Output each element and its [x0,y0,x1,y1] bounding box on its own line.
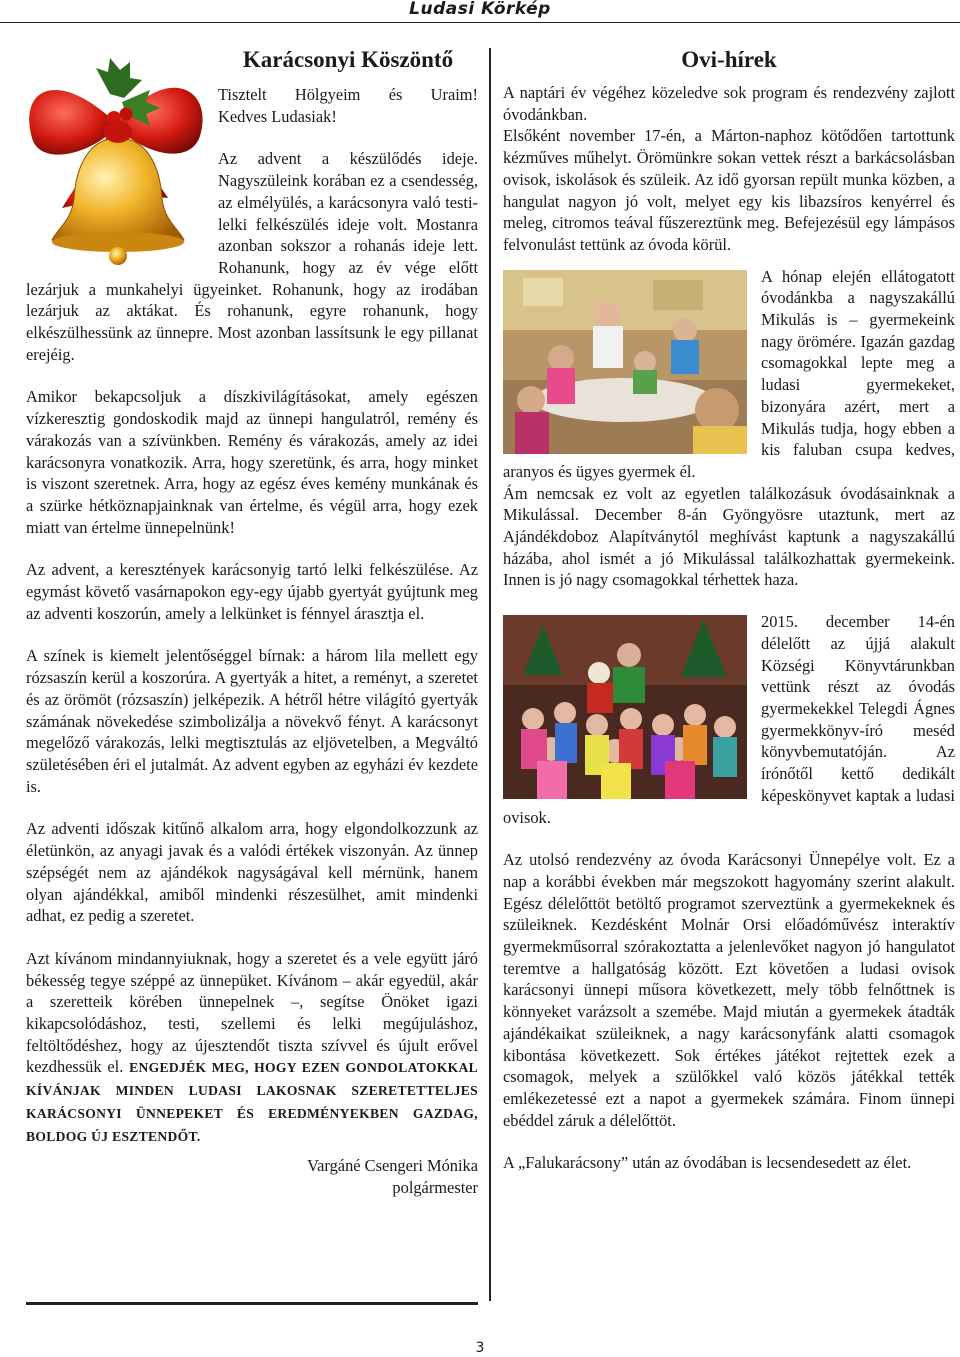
article-title: Ovi-hírek [681,47,777,72]
closing-wish: ENGEDJÉK MEG, HOGY EZEN GONDOLATOKKAL KÍVÁNJAK MINDEN LUDASI LAKOSNAK SZERETETTELJES KARÁCSONYI ÜNNEPEKET ÉS EREDMÉNYEKBEN GAZDAG, BOLDOG ÚJ ESZTENDŐT. [26,1060,478,1144]
newspaper-title: Ludasi Körkép [409,0,551,19]
paragraph: Az advent a készülődés ideje. Nagyszüleink korában ez a csendesség, az elmélyülés, a karácsonyra való testi-lelki felkészülés ideje volt. Mostanra azonban sokszor a rohanás ideje lett. Rohanunk, hogy az év vége előtt lezárjuk a munkahelyi ügyeinket. Rohanunk, hogy az irodában lezárjuk az aktákat. És rohanunk, egyre rohanunk, hogy elkészülhessünk az ünnepre. Most azonban lassítsunk le egy pillanat erejéig. [26,149,478,364]
left-column-bottom-rule [26,1302,478,1305]
signature-title: polgármester [392,1177,478,1197]
column-divider [489,48,491,1301]
paragraph: Az advent, a keresztények karácsonyig tartó lelki felkészülése. Az egymást követő vasárnapokon egy-egy újabb gyertyát gyújtunk meg az adventi koszorún, amely a lelkünket is fénnyel árasztja el. [26,560,478,623]
craft-workshop-photo [503,270,747,454]
article-ovi-hirek [503,46,955,1174]
paragraph: A naptári év végéhez közeledve sok program és rendezvény zajlott óvodánkban. [503,83,955,124]
salutation: Tisztelt Hölgyeim és Uraim! [218,85,478,104]
christmas-bell-icon [18,28,214,274]
signature-block [26,1155,478,1198]
paragraph: A színek is kiemelt jelentőséggel bírnak: a három lila mellett egy rózsaszín kerül a koszorúra. A gyertyák a hitet, a reményt, a szeretet és az örömöt (rózsaszín) jelképezik. A hétről hétre világító gyertyák számának növekedése szimbolizálja a növekvő fényt. A karácsonyt megelőző várakozás, lelki megtisztulás az eljövetelben, a Megváltó születésében éri el jutalmát. Az advent egyben az egyházi év kezdete is. [26,646,478,796]
paragraph: Azt kívánom mindannyiuknak, hogy a szeretet és a vele együtt járó békesség tegye széppé az ünnepüket. Kívánom – akár egyedül, akár a szeretteik körében ünnepelnek –, segítse Önöket igazi kikapcsolódáshoz, testi, szellemi és lelki megújuláshoz, feltöltődéshez, hogy az újesztendőt tiszta szívvel és újult erővel kezdhessük el. ENGEDJÉK MEG, HOGY EZEN GONDOLATOKKAL KÍVÁNJAK MINDEN LUDASI LAKOSNAK SZERETETTELJES KARÁCSONYI ÜNNEPEKET ÉS EREDMÉNYEKBEN GAZDAG, BOLDOG ÚJ ESZTENDŐT. [26,948,478,1144]
page-number: 3 [475,1340,485,1356]
paragraph: A „Falukarácsony” után az óvodában is lecsendesedett az élet. [503,1153,912,1173]
paragraph: Amikor bekapcsoljuk a díszkivilágításokat, amely egészen vízkeresztig gondoskodik majd az ünnepi hangulatról, remény és várakozás van a szívünkben. Remény és várakozás, amely az idei karácsonyra vonatkozik. Arra, hogy szeretünk, és arra, hogy minket is viszont szeretnek. Arra, hogy az egész éves kemény munkának és a szürke hétköznapjainknak van értelme, és végül arra, hogy ezek miatt van értelme ünnepelnünk! [26,387,478,537]
paragraph: Az adventi időszak kitűnő alkalom arra, hogy elgondolkozzunk az életünkön, az anyagi javak és a valódi értékek viszonyán. Az ünnep szépségét nem az ajándékok nagyságával kell mérnünk, hanem olyan ajándékkal, amiből mindenki részesülhet, amit mindenki adhat, ez pedig a szeretet. [26,819,478,926]
paragraph: Ám nemcsak ez volt az egyetlen találkozásuk óvodásainknak a Mikulással. December 8-án Gyöngyösre utaztunk, mert az Ajándékdoboz Alapítványtól meghívást kaptunk a nagyszakállú házába, ahol ismét a jó Mikulással találkozhattak gyermekeink. Innen is jó nagy csomagokkal térhettek haza. [503,483,955,590]
paragraph: Az utolsó rendezvény az óvoda Karácsonyi Ünnepélye volt. Ez a nap a korábbi években már megszokott hagyomány szerint alakult. Egész délelőttöt betöltő programot szerveztünk a gyermekeknek és szüleiknek. Kezdésként Molnár Orsi előadóművész interaktív gyermekműsorral szórakoztatta a jelenlevőket nagyon jó hangulatot teremtve a hallgatóság között. Ezt követően a ludasi ovisok karácsonyi ünnepi műsora következett, mely több felnőttnek is könnyeket varázsolt a szemébe. Majd miután a gyermekek átadták ajándékaikat szüleiknek, a nagy karácsonyfánk alatti csomagok kibontása következett. Sok értékes játékot rejtettek ezek a csomagok, melyek a szülőkkel való közös játékkal tették emlékezetessé ezt a napot a gyermekek számára. Finom ünnepi ebéddel záruk a délelőttöt. [503,850,955,1130]
article-karacsonyi-koszonto [26,46,478,1199]
signature-name: Vargáné Csengeri Mónika [307,1156,478,1176]
article-title: Karácsonyi Köszöntő [242,47,454,72]
paragraph: 2015. december 14-én délelőtt az újjá alakult Községi Könyvtárunkban vettünk részt az óvodás gyermekekkel Telegdi Ágnes gyermekkönyv-író meséd könyvbemutatóján. Az írónőtől kettő dedikált képeskönyvet kaptak a ludasi ovisok. [503,612,955,827]
paragraph: A hónap elején ellátogatott óvodánkba a nagyszakállú Mikulás is – gyermekeink nagy örömére. Igazán gazdag csomagokkal lepte meg a ludasi gyermekeket, bizonyára azért, mert a Mikulás tudja, hogy ebben a kis faluban csupa kedves, aranyos és ügyes gyermek él. [503,266,955,481]
library-event-photo [503,615,747,799]
salutation: Kedves Ludasiak! [218,106,337,126]
paragraph: Elsőként november 17-én, a Márton-naphoz kötődően tartottunk kézműves műhelyt. Örömünkre sokan vettek részt a barkácsolásban ovisok, iskolások és szüleik. Az idő gyorsan repült munka közben, a hangulat nagyon jó volt, melyet egy kis libazsíros kenyérrel és meleg, citromos teával fűszereztünk meg. Befejezésül egy lámpásos felvonulást tettünk az óvoda körül. [503,126,955,254]
page-header [0,0,960,23]
